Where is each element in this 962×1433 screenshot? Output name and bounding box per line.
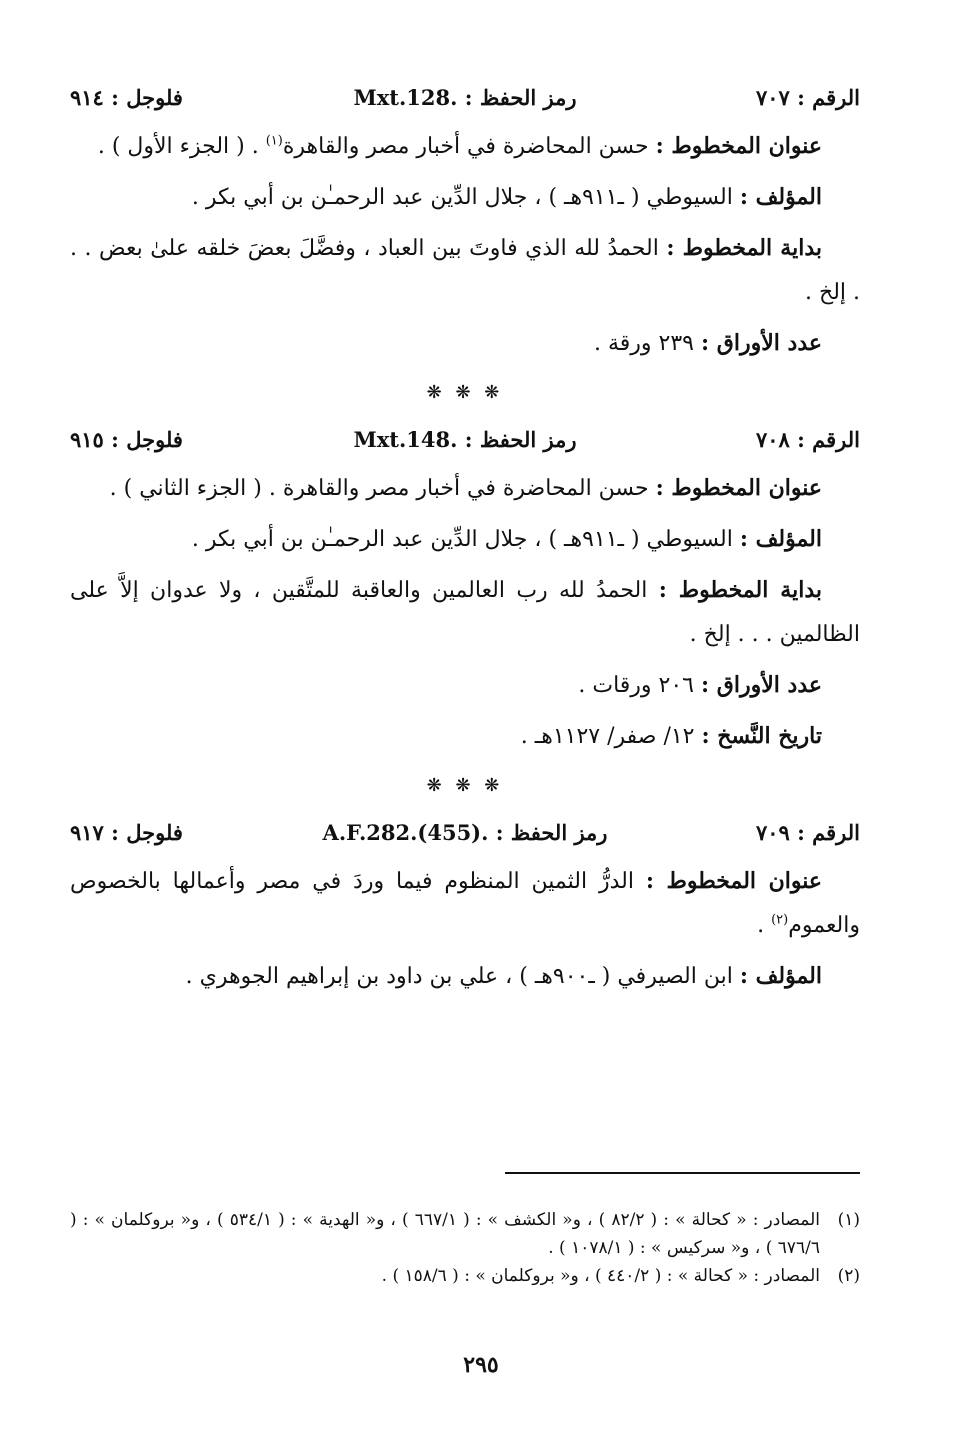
footnotes <box>70 1206 860 1290</box>
footnote-marker: (١) <box>265 133 283 149</box>
manuscript-title <box>70 859 860 948</box>
footnote-2 <box>70 1262 860 1290</box>
author-label: المؤلف : <box>739 963 822 989</box>
entry-number: الرقم : ٧٠٩ <box>755 820 860 845</box>
manuscript-entry-708 <box>70 420 860 759</box>
manuscript-title <box>70 466 860 511</box>
footnote-text: المصادر : « كحالة » : ( ٤٤٠/٢ ) ، و« بروكلمان » : ( ١٥٨/٦ ) . <box>381 1266 820 1286</box>
folios-text: ٢٣٩ ورقة . <box>594 331 694 356</box>
author-line <box>70 517 860 562</box>
section-separator: ❋ ❋ ❋ <box>426 382 504 403</box>
incipit-label: بداية المخطوط : <box>658 577 822 603</box>
author-line <box>70 954 860 999</box>
entry-number: الرقم : ٧٠٨ <box>755 427 860 452</box>
folios-text: ٢٠٦ ورقات . <box>578 673 694 698</box>
manuscript-entry-707 <box>70 78 860 366</box>
author-text: السيوطي ( ـ٩١١هـ ) ، جلال الدِّين عبد الرحمـٰن بن أبي بكر . <box>191 185 733 210</box>
copy-date-label: تاريخ النَّسخ : <box>701 723 822 749</box>
shelfmark: رمز الحفظ : .Mxt.128 <box>353 85 577 110</box>
author-label: المؤلف : <box>739 526 822 552</box>
title-text: الدرُّ الثمين المنظوم فيما وردَ في مصر وأعمالها بالخصوص والعموم <box>70 869 860 938</box>
author-text: السيوطي ( ـ٩١١هـ ) ، جلال الدِّين عبد الرحمـٰن بن أبي بكر . <box>191 527 733 552</box>
footnote-marker: (٢) <box>771 912 789 928</box>
folios-label: عدد الأوراق : <box>701 330 822 356</box>
incipit <box>70 568 860 657</box>
author-text: ابن الصيرفي ( ـ٩٠٠هـ ) ، علي بن داود بن إبراهيم الجوهري . <box>185 964 733 989</box>
copy-date-line <box>70 714 860 759</box>
footnote-text: المصادر : « كحالة » : ( ٨٢/٢ ) ، و« الكشف » : ( ٦٦٧/١ ) ، و« الهدية » : ( ٥٣٤/١ ) ، و« بروكلمان » : ( ٦٧٦/٦ ) ، و« سركيس » : ( ١٠٧٨/١ ) . <box>70 1210 820 1258</box>
folios-label: عدد الأوراق : <box>701 672 822 698</box>
shelfmark: رمز الحفظ : .Mxt.148 <box>353 427 577 452</box>
title-tail: . ( الجزء الأول ) . <box>97 134 266 159</box>
footnote-number: (١) <box>837 1210 860 1230</box>
title-tail: . <box>757 913 772 938</box>
copy-date-text: ١٢/ صفر/ ١١٢٧هـ . <box>520 724 695 749</box>
title-text: حسن المحاضرة في أخبار مصر والقاهرة . ( الجزء الثاني ) . <box>109 476 649 501</box>
title-text: حسن المحاضرة في أخبار مصر والقاهرة <box>282 134 649 159</box>
page-body <box>70 78 860 1005</box>
incipit-text: الحمدُ لله الذي فاوتَ بين العباد ، وفضَّلَ بعضَ خلقه علىٰ بعض . . . إلخ . <box>70 236 860 305</box>
fluegel-number: فلوجل : ٩١٤ <box>70 85 183 110</box>
title-label: عنوان المخطوط : <box>655 475 822 501</box>
shelfmark: رمز الحفظ : .A.F.282.(455) <box>322 820 608 845</box>
incipit <box>70 226 860 315</box>
author-label: المؤلف : <box>739 184 822 210</box>
section-separator: ❋ ❋ ❋ <box>426 775 504 796</box>
fluegel-number: فلوجل : ٩١٧ <box>70 820 183 845</box>
manuscript-title <box>70 124 860 169</box>
page-number: ٢٩٥ <box>463 1352 499 1378</box>
entry-header <box>70 78 860 118</box>
entry-header <box>70 813 860 853</box>
author-line <box>70 175 860 220</box>
title-label: عنوان المخطوط : <box>655 133 822 159</box>
footnote-number: (٢) <box>837 1266 860 1286</box>
footnote-1 <box>70 1206 860 1262</box>
footnote-divider <box>505 1172 860 1174</box>
manuscript-entry-709 <box>70 813 860 999</box>
fluegel-number: فلوجل : ٩١٥ <box>70 427 183 452</box>
title-label: عنوان المخطوط : <box>645 868 823 894</box>
folios-line <box>70 321 860 366</box>
entry-number: الرقم : ٧٠٧ <box>755 85 860 110</box>
incipit-text: الحمدُ لله رب العالمين والعاقبة للمتَّقين ، ولا عدوان إلاَّ على الظالمين . . . إلخ . <box>70 578 860 647</box>
folios-line <box>70 663 860 708</box>
entry-header <box>70 420 860 460</box>
incipit-label: بداية المخطوط : <box>666 235 822 261</box>
